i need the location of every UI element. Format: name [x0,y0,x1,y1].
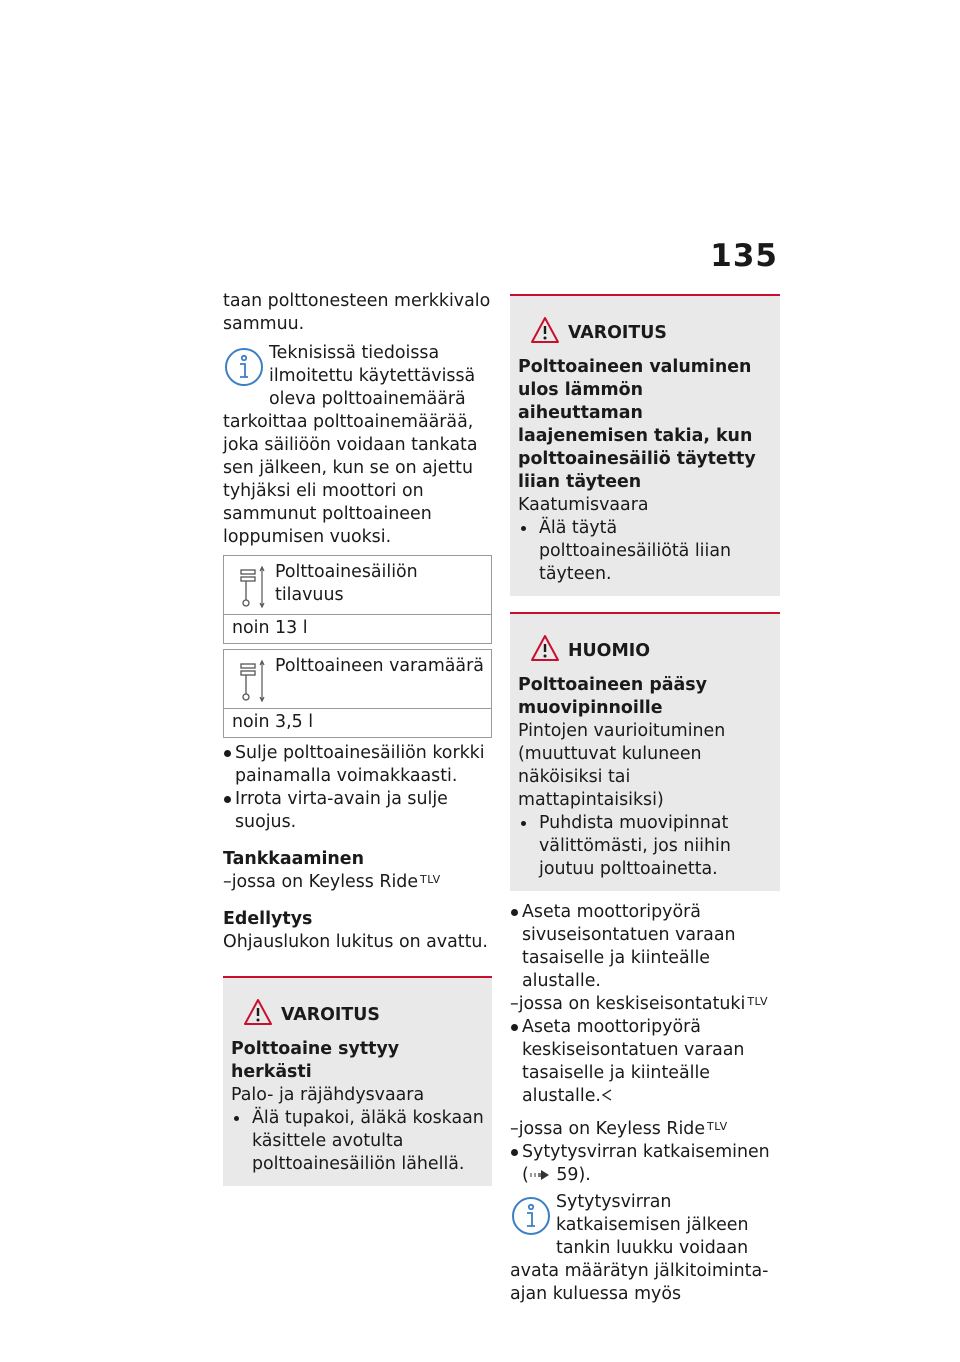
info-note-ignition [510,1191,780,1306]
spec-value: noin 3,5 l [232,712,314,732]
list-item: Älä tupakoi, äläkä koskaan käsittele avotulta polttoainesäiliön lähellä. [231,1107,484,1176]
page-reference[interactable]: 59). [556,1165,591,1185]
fuel-gauge-icon [236,658,266,704]
warning-list [518,517,772,586]
warning-triangle-icon [530,634,560,662]
info-icon [510,1195,552,1237]
warning-triangle-icon [530,316,560,344]
intro-text: taan polttonesteen merkkivalo sammuu. [223,291,491,334]
list-item: Puhdista muovipinnat välittömästi, jos niihin joutuu polttoainetta. [518,812,772,881]
page-number: 135 [710,238,778,274]
list-item: Älä täytä polttoainesäiliötä liian täyteen. [518,517,772,586]
list-item: Sulje polttoainesäiliön korkki painamalla voimakkaasti. [223,742,492,788]
notice-risk: Pintojen vaurioituminen (muuttuvat kuluneen näköisiksi tai mattapintaisiksi) [518,721,726,810]
tlv-tag: TLV [707,1120,728,1133]
warning-risk: Palo- ja räjähdysvaara [231,1085,425,1105]
section-heading-refuelling: Tankkaaminen [223,849,364,869]
list-item-text: Aseta moottoripyörä keskiseisontatuen varaan tasaiselle ja kiinteälle alustalle. [522,1017,745,1106]
variant-text: –jossa on Keyless Ride [510,1119,706,1139]
info-note-fuel-amount [223,342,492,549]
list-item: Aseta moottoripyörä sivuseisontatuen varaan tasaiselle ja kiinteälle alustalle. [510,901,780,993]
page-reference-arrow-icon[interactable] [529,1169,551,1181]
notice-list [518,812,772,881]
warning-title: VAROITUS [568,323,667,343]
spec-label: Polttoainesäiliön tilavuus [275,562,418,605]
fuel-gauge-icon [236,564,266,610]
list-item [510,1141,780,1187]
step-list-center-stand [510,1016,780,1108]
warning-triangle-icon [243,998,273,1026]
tlv-tag: TLV [747,995,768,1008]
notice-title: HUOMIO [568,641,651,661]
info-icon [223,346,265,388]
spec-fuel-reserve [223,649,492,738]
spec-label: Polttoaineen varamäärä [275,656,484,676]
tlv-tag: TLV [420,873,441,886]
variant-line [223,871,492,894]
variant-line [510,993,780,1016]
step-list [223,742,492,834]
info-note-text: Sytytysvirran katkaisemisen jälkeen tankin luukku voidaan avata määrätyn jälkitoiminta-ajan kuluessa myös [510,1192,769,1304]
spec-value: noin 13 l [232,618,308,638]
notice-box-plastic [510,612,780,891]
warning-list [231,1107,484,1176]
list-item: Irrota virta-avain ja sulje suojus. [223,788,492,834]
warning-subhead: Polttoaine syttyy herkästi [231,1039,400,1082]
info-note-text: Teknisissä tiedoissa ilmoitettu käytettävissä oleva polttoainemäärä tarkoittaa polttoainemäärää, joka säiliöön voidaan tankata sen jälkeen, kun se on ajettu tyhjäksi eli moottori on sammunut polttoaineen loppumisen vuoksi. [223,343,478,547]
variant-text: –jossa on Keyless Ride [223,872,419,892]
variant-line [510,1118,780,1141]
section-heading-precondition: Edellytys [223,909,313,929]
warning-subhead: Polttoaineen valuminen ulos lämmön aiheuttaman laajenemisen takia, kun polttoainesäiliö täytetty liian täyteen [518,357,756,492]
left-column [223,290,492,1186]
precondition-text: Ohjauslukon lukitus on avattu. [223,932,488,952]
variant-text: –jossa on keskiseisontatuki [510,994,746,1014]
warning-box-overflow [510,294,780,596]
spec-tank-capacity [223,555,492,644]
step-list-side-stand [510,901,780,993]
list-item [510,1016,780,1108]
warning-title: VAROITUS [281,1005,380,1025]
end-triangle-icon [601,1088,613,1102]
ref-open: ( [522,1165,529,1185]
list-item-text: Sytytysvirran katkaiseminen [522,1142,770,1162]
right-column [510,294,780,1306]
notice-subhead: Polttoaineen pääsy muovipinnoille [518,675,707,718]
step-list-ignition [510,1141,780,1187]
warning-box-fire [223,976,492,1186]
warning-risk: Kaatumisvaara [518,495,649,515]
